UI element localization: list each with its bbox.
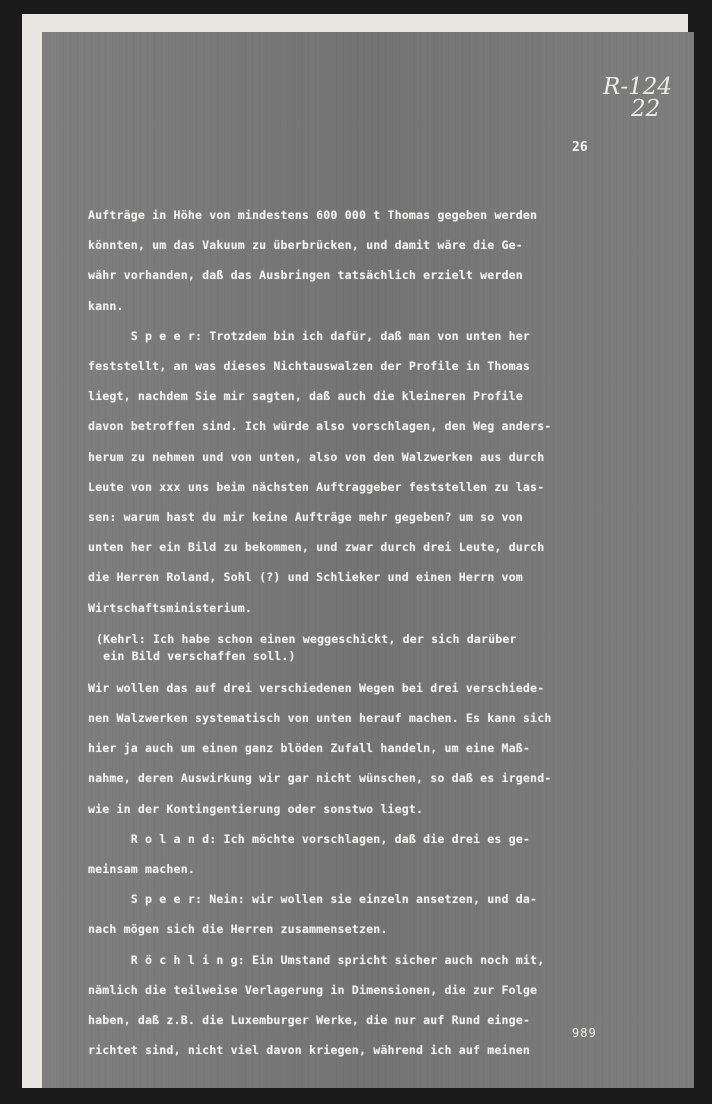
- text-line: die Herren Roland, Sohl (?) und Schlieker und einen Herrn vom: [88, 570, 523, 585]
- document-body: [88, 200, 688, 1065]
- text-line: S p e e r: Trotzdem bin ich dafür, daß man von unten her: [88, 328, 531, 343]
- text-line: feststellt, an was dieses Nichtauswalzen der Profile in Thomas: [88, 359, 531, 374]
- text-line: hier ja auch um einen ganz blöden Zufall handeln, um eine Maß-: [88, 741, 531, 756]
- handwritten-reference: [603, 76, 672, 120]
- text-line: R ö c h l i n g: Ein Umstand spricht sicher auch noch mit,: [88, 952, 545, 967]
- page-number: 26: [572, 140, 588, 155]
- aside-line: ein Bild verschaffen soll.): [96, 648, 296, 663]
- text-line: unten her ein Bild zu bekommen, und zwar durch drei Leute, durch: [88, 540, 545, 555]
- text-line: Aufträge in Höhe von mindestens 600 000 t Thomas gegeben werden: [88, 208, 538, 222]
- text-line: richtet sind, nicht viel davon kriegen, während ich auf meinen: [88, 1043, 531, 1058]
- text-line: Leute von xxx uns beim nächsten Auftraggeber feststellen zu las-: [88, 479, 545, 494]
- text-line: nen Walzwerken systematisch von unten herauf machen. Es kann sich: [88, 711, 552, 726]
- text-line: nämlich die teilweise Verlagerung in Dimensionen, die zur Folge: [88, 982, 538, 997]
- archive-stamp-number: 989: [572, 1026, 597, 1040]
- text-line: wie in der Kontingentierung oder sonstwo liegt.: [88, 801, 424, 816]
- text-line: meinsam machen.: [88, 862, 195, 877]
- handwritten-ref-line1: R-124: [603, 74, 672, 100]
- text-line: R o l a n d: Ich möchte vorschlagen, daß die drei es ge-: [88, 831, 531, 846]
- text-line: davon betroffen sind. Ich würde also vorschlagen, den Weg anders-: [88, 419, 552, 434]
- text-line: Wirtschaftsministerium.: [88, 600, 252, 615]
- text-line: haben, daß z.B. die Luxemburger Werke, die nur auf Rund einge-: [88, 1013, 531, 1028]
- text-line: nach mögen sich die Herren zusammensetzen.: [88, 922, 388, 937]
- text-line: liegt, nachdem Sie mir sagten, daß auch die kleineren Profile: [88, 389, 523, 404]
- aside-line: (Kehrl: Ich habe schon einen weggeschickt, der sich darüber: [96, 631, 517, 646]
- text-line: sen: warum hast du mir keine Aufträge mehr gegeben? um so von: [88, 510, 523, 525]
- text-line: könnten, um das Vakuum zu überbrücken, und damit wäre die Ge-: [88, 238, 523, 253]
- text-line: währ vorhanden, daß das Ausbringen tatsächlich erzielt werden: [88, 268, 523, 283]
- text-line: S p e e r: Nein: wir wollen sie einzeln ansetzen, und da-: [88, 892, 538, 907]
- text-line: kann.: [88, 298, 124, 313]
- document-page: [42, 32, 694, 1088]
- text-line: nahme, deren Auswirkung wir gar nicht wünschen, so daß es irgend-: [88, 771, 552, 786]
- text-line: Wir wollen das auf drei verschiedenen Wegen bei drei verschiede-: [88, 680, 545, 695]
- text-line: herum zu nehmen und von unten, also von den Walzwerken aus durch: [88, 449, 545, 464]
- handwritten-ref-line2: 22: [631, 96, 661, 122]
